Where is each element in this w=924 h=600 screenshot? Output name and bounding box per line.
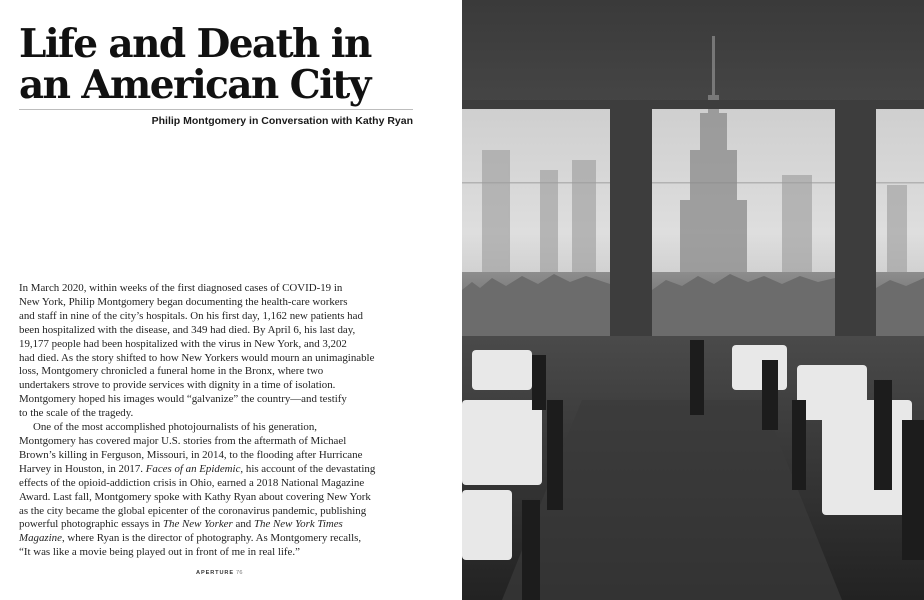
body-line bbox=[19, 463, 419, 477]
body-line: Award. Last fall, Montgomery spoke with Kathy Ryan about covering New York bbox=[19, 490, 371, 503]
body-line: effects of the opioid-addiction crisis in Ohio, earned a 2018 National Magazine bbox=[19, 476, 365, 489]
body-line: to the scale of the tragedy. bbox=[19, 407, 134, 420]
body-text-run: powerful photographic essays in bbox=[19, 518, 163, 531]
book-title: Faces of an Epidemic bbox=[145, 462, 241, 475]
title-line-1: Life and Death in bbox=[19, 21, 371, 67]
title-line-2: an American City bbox=[19, 62, 370, 108]
publication-name: Magazine bbox=[19, 532, 62, 545]
byline: Philip Montgomery in Conversation with Kathy Ryan bbox=[151, 115, 413, 127]
page-folio bbox=[196, 570, 243, 576]
body-line: “It was like a movie being played out in front of me in real life.” bbox=[19, 546, 300, 559]
body-line: as the city became the global epicenter of the coronavirus pandemic, publishing bbox=[19, 504, 367, 517]
photo-graphic bbox=[462, 0, 924, 600]
body-line bbox=[19, 532, 419, 546]
body-line: and staff in nine of the city’s hospitals. On his first day, 1,162 new patients had bbox=[19, 309, 363, 322]
body-line: undertakers strove to provide services with dignity in a time of isolation. bbox=[19, 379, 336, 392]
body-line: Brown’s killing in Ferguson, Missouri, in 2014, to the flooding after Hurricane bbox=[19, 448, 363, 461]
body-line: been hospitalized with the disease, and 349 had died. By April 6, his last day, bbox=[19, 323, 356, 336]
body-line bbox=[19, 518, 419, 532]
restaurant-skyline-photo bbox=[462, 0, 924, 600]
body-text-run: , where Ryan is the director of photography. As Montgomery recalls, bbox=[61, 532, 362, 545]
publication-name: The New Yorker bbox=[162, 518, 233, 531]
body-text-run: , his account of the devastating bbox=[240, 462, 376, 475]
title-divider bbox=[19, 109, 413, 110]
body-line: New York, Philip Montgomery began documenting the health-care workers bbox=[19, 295, 348, 308]
body-line: Montgomery has covered major U.S. stories from the aftermath of Michael bbox=[19, 434, 347, 447]
paragraph-2 bbox=[19, 421, 419, 560]
body-line: In March 2020, within weeks of the first diagnosed cases of COVID-19 in bbox=[19, 282, 343, 294]
article-title bbox=[19, 21, 371, 108]
page-number: 76 bbox=[235, 570, 243, 576]
body-line: Montgomery hoped his images would “galvanize” the country—and testify bbox=[19, 393, 347, 406]
body-line: 19,177 people had been hospitalized with the virus in New York, and 3,202 bbox=[19, 337, 347, 350]
body-text-run: Harvey in Houston, in 2017. bbox=[19, 462, 146, 475]
magazine-name: APERTURE bbox=[196, 570, 234, 576]
article-body bbox=[19, 282, 419, 560]
body-line: One of the most accomplished photojournalists of his generation, bbox=[33, 421, 318, 434]
publication-name: The New York Times bbox=[253, 518, 343, 531]
body-line: had died. As the story shifted to how New Yorkers would mourn an unimaginable bbox=[19, 351, 375, 364]
body-text-run: and bbox=[232, 518, 254, 531]
paragraph-1 bbox=[19, 282, 419, 421]
body-line: loss, Montgomery chronicled a funeral home in the Bronx, where two bbox=[19, 365, 324, 378]
